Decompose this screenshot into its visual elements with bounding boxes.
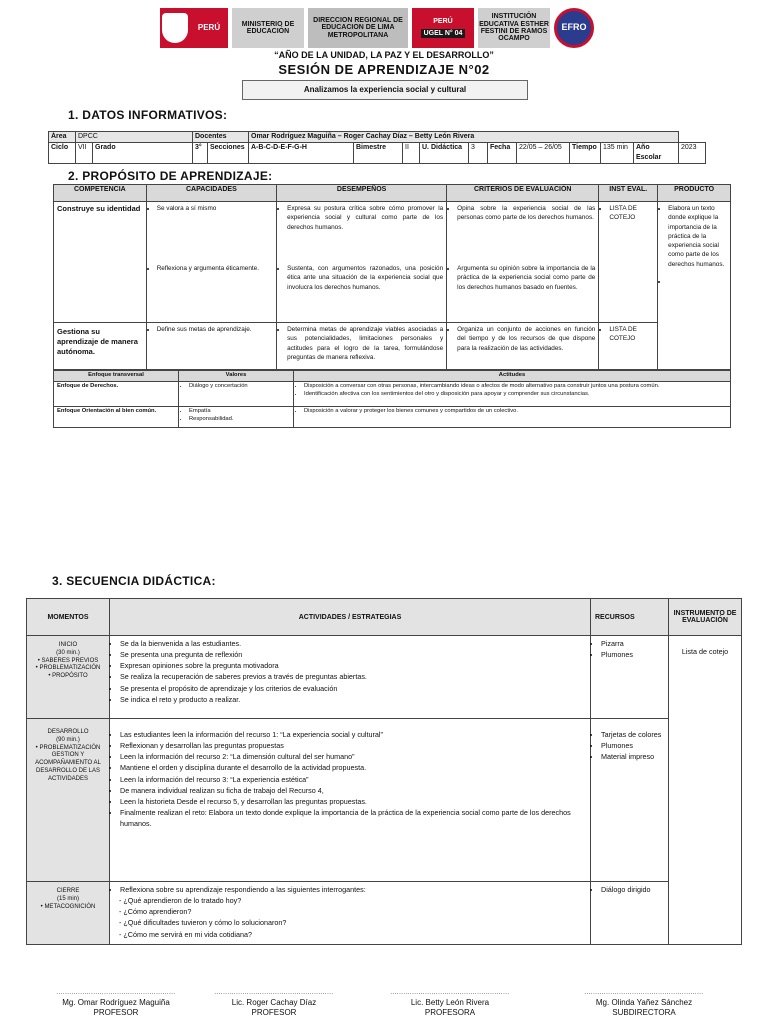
producto-cell: • Elabora un texto donde explique la importancia de la práctica de la experiencia social como parte de los derechos humanos. •: [658, 202, 731, 370]
header-logos: [160, 8, 594, 48]
session-title: SESIÓN DE APRENDIZAJE N°02: [278, 62, 490, 77]
dre-logo: DIRECCION REGIONAL DE EDUCACION DE LIMA METROPOLITANA: [308, 8, 408, 48]
ugel-logo: PERÚ UGEL N° 04: [412, 8, 474, 48]
momento-cierre: CIERRE (15 min) • METACOGNICIÓN: [27, 882, 110, 945]
competencia-2: Gestiona su aprendizaje de manera autónoma.: [54, 323, 147, 370]
firma-2: ....................................................... Lic. Roger Cachay Díaz PROFESOR: [214, 990, 334, 1017]
proposito-heading: 2. PROPÓSITO DE APRENDIZAJE:: [68, 169, 273, 183]
session-theme: Analizamos la experiencia social y cultural: [242, 80, 528, 100]
institucion-logo: INSTITUCIÓN EDUCATIVA ESTHER FESTINI DE RAMOS OCAMPO: [478, 8, 550, 48]
firma-3: ....................................................... Lic. Betty León Rivera PROFESORA: [390, 990, 510, 1017]
datos-heading: 1. DATOS INFORMATIVOS:: [68, 108, 228, 122]
peru-logo: PERÚ: [160, 8, 228, 48]
firma-1: ....................................................... Mg. Omar Rodríguez Maguiña PROFESOR: [56, 990, 176, 1017]
year-title: “AÑO DE LA UNIDAD, LA PAZ Y EL DESARROLLO”: [274, 50, 494, 60]
school-seal-icon: EFRO: [554, 8, 594, 48]
secuencia-table: MOMENTOS ACTIVIDADES / ESTRATEGIAS RECURSOS INSTRUMENTO DE EVALUACIÓN INICIO (30 min.) • SABERES PREVIOS • PROBLEMATIZACIÓN • PROPÓSITO • Se da la bienvenida a las estudiantes. • Se presenta una pregunta de reflexión • Expresan opiniones sobre la pregunta motivadora • Se realiza la recuperación de saberes previos a través de preguntas abiertas. • Se presenta el propósito de aprendizaje y los criterios de evaluación • Se indica el reto y producto a realizar. • Pizarra • Plumones Lista de cotejo DESARROLLO (90 min.) • PROBLEMATIZACIÓN GESTION Y ACOMPAÑAMIENTO AL DESARROLLO DE LAS ACTIVIDADES • Las estudiantes leen la información del recurso 1: “La experiencia social y cultural” • Reflexionan y desarrollan las preguntas propuestas • Leen la información del recurso 2: “La dimensión cultural del ser humano” • Mantiene el orden y disciplina durante el desarrollo de la actividad propuesta. • Leen la información del recurso 3: “La experiencia estética” • De manera individual realizan su ficha de trabajo del Recurso 4, • Leen la historieta Desde el recurso 5, y desarrollan las preguntas propuestas. • Finalmente realizan el reto: Elabora un texto donde explique la importancia de la práctica de la experiencia social como parte de los derechos humanos. • Tarjetas de colores • Plumones • Material impreso CIERRE (15 min) • METACOGNICIÓN • Reflexiona sobre su aprendizaje respondiendo a las siguientes interrogantes: - ¿Qué aprendieron de lo tratado hoy? - ¿Cómo aprendieron? - ¿Qué dificultades tuvieron y cómo lo solucionaron? - ¿Cómo me servirá en mi vida cotidiana? • Diálogo dirigido: [26, 598, 742, 945]
momento-desarrollo: DESARROLLO (90 min.) • PROBLEMATIZACIÓN GESTION Y ACOMPAÑAMIENTO AL DESARROLLO DE LAS ACTIVIDADES: [27, 719, 110, 882]
firma-4: ....................................................... Mg. Olinda Yañez Sánchez SUBDIRECTORA: [584, 990, 704, 1017]
instrumento-cell: Lista de cotejo: [669, 636, 742, 945]
ministerio-logo: MINISTERIO DE EDUCACIÓN: [232, 8, 304, 48]
enfoques-table: Enfoque transversal Valores Actitudes Enfoque de Derechos. • Diálogo y concertación • Disposición a conversar con otras personas, intercambiando ideas o afectos de modo alternativo para construir juntos una postura común. • Identificación afectiva con los sentimientos del otro y disposición para apoyar y comprender sus circunstancias. Enfoque Orientación al bien común. • Empatía • Responsabilidad. • Disposición a valorar y proteger los bienes comunes y compartidos de un colectivo.: [53, 370, 731, 428]
secuencia-heading: 3. SECUENCIA DIDÁCTICA:: [52, 574, 216, 588]
datos-table: Área DPCC Docentes Omar Rodríguez Maguiña – Roger Cachay Díaz – Betty León Rivera Ciclo VII Grado 3° Secciones A-B-C-D-E-F-G-H Bimestre II U. Didáctica 3 Fecha 22/05 – 26/05 Tiempo 135 min Año Escolar 2023: [48, 131, 706, 164]
coat-of-arms-icon: [162, 13, 188, 43]
proposito-table: COMPETENCIA CAPACIDADES DESEMPEÑOS CRITERIOS DE EVALUACIÓN INST EVAL. PRODUCTO Construye su identidad • Se valora a sí mismo • Expresa su postura crítica sobre cómo promover la experiencia social y cultural como parte de los derechos humanos. • Opina sobre la experiencia social de las personas como parte de los derechos humanos. • LISTA DE COTEJO • Elabora un texto donde explique la importancia de la práctica de la experiencia social como parte de los derechos humanos. • • Reflexiona y argumenta éticamente. • Sustenta, con argumentos razonados, una posición ética ante una situación de la experiencia social que involucra los derechos humanos. • Argumenta su opinión sobre la importancia de la práctica de la experiencia social como parte de los derechos humanos basado en fuentes. Gestiona su aprendizaje de manera autónoma. • Define sus metas de aprendizaje. • Determina metas de aprendizaje viables asociadas a sus potencialidades, limitaciones personales y actitudes para el logro de la tarea, formulándose preguntas de manera reflexiva. • Organiza un conjunto de acciones en función del tiempo y de los recursos de que dispone para la realización de las actividades. • LISTA DE COTEJO: [53, 184, 731, 370]
momento-inicio: INICIO (30 min.) • SABERES PREVIOS • PROBLEMATIZACIÓN • PROPÓSITO: [27, 636, 110, 719]
competencia-1: Construye su identidad: [54, 202, 147, 323]
